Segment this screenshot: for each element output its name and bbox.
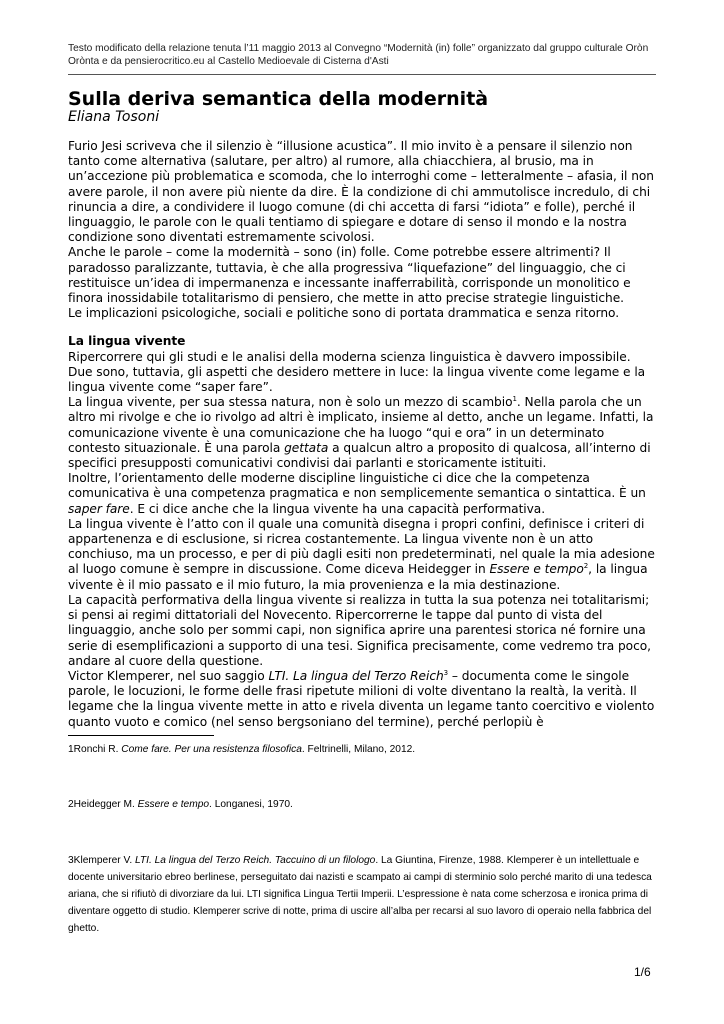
paragraph-5 xyxy=(68,395,658,471)
footnote-title: Come fare. Per una resistenza filosofica xyxy=(121,744,302,755)
paragraph-5-text-a: La lingua vivente, per sua stessa natura, non è solo un mezzo di scambio xyxy=(68,395,513,410)
paragraph-5-text-b: . Nella parola che un altro mi rivolge e che io rivolgo ad altri è implicato, insieme al detto, anche un legame. Infatti, la comunicazione vivente è una comunicazione che ha luogo “qui e ora” in un determinato contesto situazionale. È una parola xyxy=(68,395,654,455)
footnote-ref-2: 2 xyxy=(583,562,589,571)
footnote-text: Klemperer V. xyxy=(73,855,136,866)
paragraph-6-text-b: . E ci dice anche che la lingua vivente ha una capacità performativa. xyxy=(129,501,546,516)
section-heading: La lingua vivente xyxy=(68,334,186,349)
author-name: Eliana Tosoni xyxy=(68,109,160,125)
footnote-number: 2 xyxy=(68,799,74,810)
paragraph-9-text-b: – documenta come le singole parole, le locuzioni, le forme delle frasi ripetute milioni di volte diventano la realtà, la verità. Il legame che la lingua vivente mette in atto e rivela diventa un legame tanto coercitivo e violento quanto vuoto e comico (nel senso bergsoniano del termine), perché perlopiù è xyxy=(68,668,655,729)
paragraph-2: Anche le parole – come la modernità – sono (in) folle. Come potrebbe essere altrimenti? Il paradosso paralizzante, tuttavia, è che alla progressiva “liquefazione” del linguaggio, che ci restituisce un’idea di impermanenza e incessante inafferrabilità, corrisponde un monolitico e finora inossidabile totalitarismo di pensiero, che mette in atto precise strategie linguistiche. xyxy=(68,245,631,306)
paragraph-3: Le implicazioni psicologiche, sociali e politiche sono di portata drammatica e senza ritorno. xyxy=(68,306,620,321)
paragraph-6 xyxy=(68,471,658,517)
footnote-title: Essere e tempo xyxy=(137,799,210,810)
paragraph-5-text-c: a qualcun altro a proposito di qualcosa, all’interno di specifici presupposti comunicativi condivisi dai parlanti e storicamente istituiti. xyxy=(68,440,651,471)
footnote-divider xyxy=(68,735,214,736)
header-line-1: Testo modificato della relazione tenuta l’11 maggio 2013 al Convegno “Modernità (in) folle” organizzato dal gruppo culturale Oròn xyxy=(68,43,649,54)
footnote-1 xyxy=(68,741,658,758)
footnote-3 xyxy=(68,852,658,937)
footnote-text: . Longanesi, 1970. xyxy=(209,799,293,810)
paragraph-6-text-a: Inoltre, l’orientamento delle moderne discipline linguistiche ci dice che la competenza comunicativa è una competenza pragmatica e non semplicemente semantica o sintattica. È un xyxy=(68,471,646,501)
header-line-2: Orònta e da pensierocritico.eu al Castello Medioevale di Cisterna d'Asti xyxy=(68,56,389,67)
footnote-title: LTI. La lingua del Terzo Reich. Taccuino di un filologo xyxy=(135,855,376,866)
paragraph-4: Ripercorrere qui gli studi e le analisi della moderna scienza linguistica è davvero impossibile. Due sono, tuttavia, gli aspetti che desidero mettere in luce: la lingua vivente come legame e la lingua vivente come “saper fare”. xyxy=(68,349,646,395)
article-body xyxy=(68,139,658,730)
footnote-2 xyxy=(68,796,658,813)
page-header xyxy=(68,42,658,68)
footnote-text: Heidegger M. xyxy=(73,799,138,810)
footnote-text: . La Giuntina, Firenze, 1988. Klemperer è un intellettuale e docente universitario ebreo berlinese, perseguitato dai nazisti e scampato ai campi di sterminio solo perché marito di una tedesca ariana, che si rifiutò di divorziare da lui. LTI significa Lingua Tertii Imperii. L’espressione è nata come scherzosa e ironica prima di diventare oggetto di studio. Klemperer scrive di notte, prima di uscire all’alba per recarsi al suo lavoro di operaio nella fabbrica del ghetto. xyxy=(68,855,652,934)
paragraph-7-text-a: La lingua vivente è l’atto con il quale una comunità disegna i propri confini, definisce i criteri di appartenenza e di esclusione, si ricrea costantemente. La lingua vivente non è un atto conchiuso, ma un processo, e per di più dagli esiti non predeterminati, nel quale la mia adesione al luogo comune è sempre in discussione. Come diceva Heidegger in xyxy=(68,516,655,577)
paragraph-6-emphasis: saper fare xyxy=(68,501,130,516)
footnote-number: 1 xyxy=(68,744,74,755)
paragraph-1: Furio Jesi scriveva che il silenzio è “illusione acustica”. Il mio invito è a pensare il silenzio non tanto come alternativa (salutare, per altro) al rumore, alla chiacchiera, al brusio, ma in un’accezione più problematica e scomoda, che lo interroghi come – letteralmente – afasia, il non avere parole, il non avere più niente da dire. È la condizione di chi ammutolisce incredulo, di chi rinuncia a dire, a condividere il luogo comune (di chi accetta di farsi “idiota” e folle), perché il linguaggio, le parole con le quali tentiamo di spiegare e dotare di senso il mondo e la nostra condizione sono diventati estremamente scivolosi. xyxy=(68,139,654,245)
paragraph-9-text-a: Victor Klemperer, nel suo saggio xyxy=(68,668,269,683)
document-title: Sulla deriva semantica della modernità xyxy=(68,88,489,110)
paragraph-9-emphasis: LTI. La lingua del Terzo Reich xyxy=(268,668,444,683)
paragraph-9 xyxy=(68,669,658,730)
footnote-text: . Feltrinelli, Milano, 2012. xyxy=(301,744,416,755)
footnote-number: 3 xyxy=(68,855,74,866)
footnote-ref-3: 3 xyxy=(443,668,449,677)
footnote-text: Ronchi R. xyxy=(73,744,122,755)
paragraph-7-text-b: , la lingua vivente è il mio passato e il mio futuro, la mia provenienza e la mia destinazione. xyxy=(68,562,648,592)
paragraph-7 xyxy=(68,517,658,593)
footnote-ref-1: 1 xyxy=(512,395,517,404)
paragraph-7-emphasis: Essere e tempo xyxy=(489,562,584,577)
header-divider xyxy=(68,74,656,75)
paragraph-8: La capacità performativa della lingua vivente si realizza in tutta la sua potenza nei totalitarismi; si pensi ai regimi dittatoriali del Novecento. Ripercorrerne le tappe dal punto di vista del linguaggio, anche solo per sommi capi, non significa aprire una parentesi storica né fornire una serie di esemplificazioni a supporto di una tesi. Significa precisamente, come vedremo tra poco, andare al cuore della questione. xyxy=(68,592,651,668)
paragraph-5-emphasis: gettata xyxy=(284,440,329,455)
page-number: 1/6 xyxy=(634,965,651,979)
